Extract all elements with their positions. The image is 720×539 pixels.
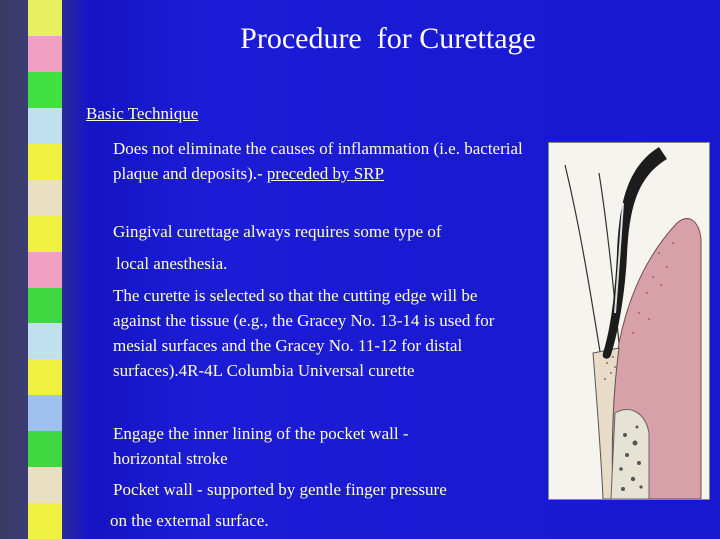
stripe-segment xyxy=(28,503,62,539)
section-heading: Basic Technique xyxy=(86,104,199,123)
paragraph-1-text: Does not eliminate the causes of inflammation (i.e. bacterial plaque and deposits).- xyxy=(113,139,523,183)
stripe-segment xyxy=(28,144,62,180)
stripe-segment xyxy=(28,108,62,144)
stripe-segment xyxy=(28,395,62,431)
stripe-segment xyxy=(28,36,62,72)
preceded-by-srp-link: preceded by SRP xyxy=(266,164,384,183)
curettage-illustration xyxy=(548,142,710,500)
stripe-segment xyxy=(28,467,62,503)
paragraph-4: The curette is selected so that the cutting edge will be against the tissue (e.g., the Gracey No. 13-14 is used for mesial surfaces and the Gracey No. 11-12 for distal surfaces).4R-4L Columbia Universal curette xyxy=(113,286,495,380)
stripe-segment xyxy=(28,180,62,216)
stripe-segment xyxy=(28,0,62,36)
paragraph-1 xyxy=(113,136,533,186)
stripe-segment xyxy=(28,431,62,467)
stripe-segment xyxy=(28,359,62,395)
paragraph-2: Gingival curettage always requires some type of xyxy=(113,222,442,241)
stripe-segment xyxy=(28,72,62,108)
slide-title: Procedure for Curettage xyxy=(240,22,536,55)
paragraph-5: Engage the inner lining of the pocket wall - horizontal stroke xyxy=(113,424,409,468)
stripe-segment xyxy=(28,216,62,252)
side-stripe-band xyxy=(0,0,88,539)
stripe-segment xyxy=(28,288,62,324)
paragraph-6: Pocket wall - supported by gentle finger pressure xyxy=(113,480,447,499)
paragraph-7: on the external surface. xyxy=(110,511,269,530)
curettage-illustration-icon xyxy=(549,143,709,499)
stripe-segment xyxy=(28,323,62,359)
color-stripe xyxy=(28,0,62,539)
paragraph-3: local anesthesia. xyxy=(116,254,228,273)
stripe-segment xyxy=(28,252,62,288)
